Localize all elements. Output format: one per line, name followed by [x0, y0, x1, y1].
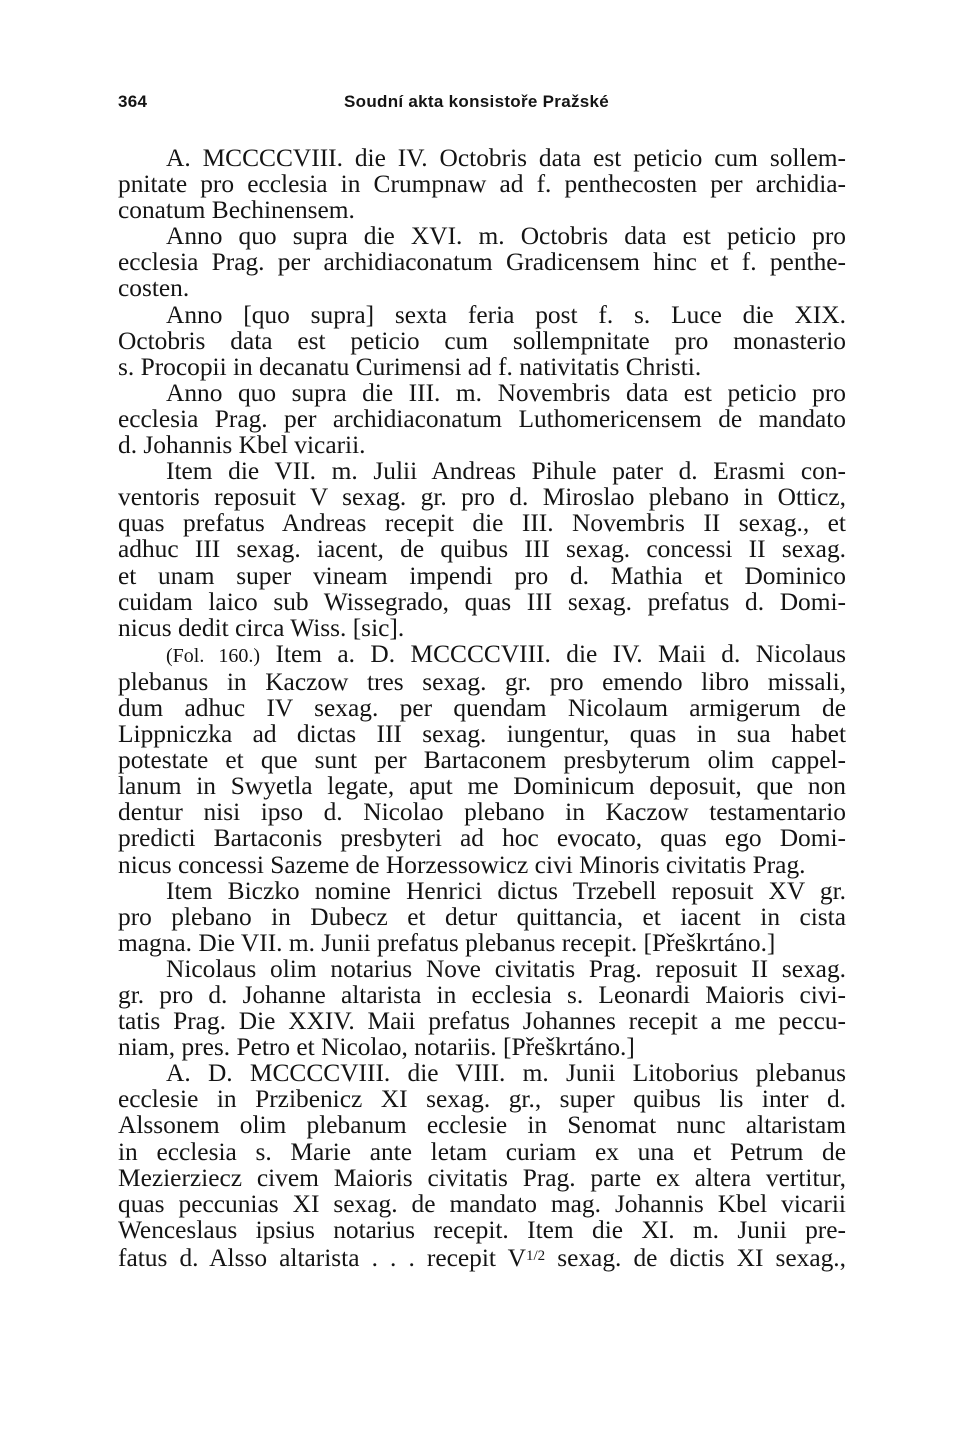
text-line: ecclesie in Przibenicz XI sexag. gr., super quibus lis inter d. — [118, 1085, 846, 1114]
line-text: sexag. de dictis XI sexag., — [545, 1243, 846, 1272]
fraction-half: 1/2 — [525, 1247, 546, 1264]
paragraph-6 — [118, 641, 846, 878]
text-line: Lippniczka ad dictas III sexag. iungentur, quas in sua habet — [118, 720, 846, 749]
document-page — [118, 88, 846, 1271]
running-header — [118, 88, 846, 118]
text-line: pnitate pro ecclesia in Crumpnaw ad f. penthecosten per archidia- — [118, 170, 846, 199]
paragraph-9 — [118, 1060, 846, 1271]
text-line: nicus concessi Sazeme de Horzessowicz civi Minoris civitatis Prag. — [118, 850, 806, 879]
text-line: pro plebano in Dubecz et detur quittancia, et iacent in cista — [118, 902, 846, 931]
text-line: tatis Prag. Die XXIV. Maii prefatus Johannes recepit a me peccu- — [118, 1007, 846, 1036]
text-line — [118, 1243, 846, 1271]
paragraph-4 — [118, 380, 846, 458]
text-line: Anno [quo supra] sexta feria post f. s. Luce die XIX. — [166, 300, 846, 329]
text-line: A. MCCCCVIII. die IV. Octobris data est peticio cum sollem- — [166, 144, 846, 172]
text-line: dentur nisi ipso d. Nicolao plebano in Kaczow testamentario — [118, 798, 846, 827]
text-line: predicti Bartaconis presbyteri ad hoc evocato, quas ego Domi- — [118, 824, 846, 853]
text-line: in ecclesia s. Marie ante letam curiam ex una et Petrum de — [118, 1137, 846, 1166]
text-line: s. Procopii in decanatu Curimensi ad f. nativitatis Christi. — [118, 352, 702, 381]
text-line: plebanus in Kaczow tres sexag. gr. pro emendo libro missali, — [118, 667, 846, 696]
text-line: potestate et que sunt per Bartaconem presbyterum olim cappel- — [118, 746, 846, 775]
text-line: Anno quo supra die III. m. Novembris data est peticio pro — [166, 378, 846, 407]
running-title: Soudní akta konsistoře Pražské — [344, 92, 610, 111]
text-line: lanum in Swyetla legate, aput me Dominicum deposuit, que non — [118, 772, 846, 801]
page-number: 364 — [118, 92, 148, 111]
paragraph-3 — [118, 302, 846, 380]
paragraph-7 — [118, 878, 846, 956]
text-line: quas peccunias XI sexag. de mandato mag. Johannis Kbel vicarii — [118, 1189, 846, 1218]
text-line: A. D. MCCCCVIII. die VIII. m. Junii Litoborius plebanus — [166, 1059, 846, 1088]
text-line: conatum Bechinensem. — [118, 196, 355, 225]
text-line: ecclesia Prag. per archidiaconatum Luthomericensem de mandato — [118, 404, 846, 433]
text-line: Item Biczko nomine Henrici dictus Trzebell reposuit XV gr. — [166, 876, 846, 905]
paragraph-8 — [118, 956, 846, 1060]
text-line: quas prefatus Andreas recepit die III. Novembris II sexag., et — [118, 509, 846, 538]
paragraph-1 — [118, 145, 846, 223]
text-line — [118, 641, 846, 669]
text-line: dum adhuc IV sexag. per quendam Nicolaum armigerum de — [118, 693, 846, 722]
text-line: Alssonem olim plebanum ecclesie in Senomat nunc altaristam — [118, 1111, 846, 1140]
body-text — [118, 145, 846, 1271]
text-line: ventoris reposuit V sexag. gr. pro d. Miroslao plebano in Otticz, — [118, 483, 846, 512]
text-line: adhuc III sexag. iacent, de quibus III sexag. concessi II sexag. — [118, 535, 846, 564]
text-line: Octobris data est peticio cum sollempnitate pro monasterio — [118, 326, 846, 355]
text-line: magna. Die VII. m. Junii prefatus plebanus recepit. [Přeškrtáno.] — [118, 928, 776, 957]
text-line: Nicolaus olim notarius Nove civitatis Prag. reposuit II sexag. — [166, 954, 846, 983]
line-text: Item a. D. MCCCCVIII. die IV. Maii d. Nicolaus — [260, 639, 847, 668]
line-text: fatus d. Alsso altarista . . . recepit V — [118, 1243, 526, 1272]
text-line: Anno quo supra die XVI. m. Octobris data est peticio pro — [166, 222, 846, 251]
text-line: d. Johannis Kbel vicarii. — [118, 431, 366, 460]
text-line: nicus dedit circa Wiss. [sic]. — [118, 613, 405, 642]
text-line: gr. pro d. Johanne altarista in ecclesia s. Leonardi Maioris civi- — [118, 981, 846, 1009]
text-line: niam, pres. Petro et Nicolao, notariis. [Přeškrtáno.] — [118, 1033, 635, 1062]
text-line: Wenceslaus ipsius notarius recepit. Item die XI. m. Junii pre- — [118, 1215, 846, 1244]
text-line: Mezierziecz civem Maioris civitatis Prag. parte ex altera vertitur, — [118, 1163, 846, 1192]
text-line: costen. — [118, 274, 190, 303]
text-line: cuidam laico sub Wissegrado, quas III sexag. prefatus d. Domi- — [118, 587, 846, 616]
text-line: Item die VII. m. Julii Andreas Pihule pater d. Erasmi con- — [166, 457, 846, 486]
folio-reference: (Fol. 160.) — [166, 644, 261, 667]
paragraph-2 — [118, 223, 846, 301]
text-line: et unam super vineam impendi pro d. Mathia et Dominico — [118, 561, 846, 590]
text-line: ecclesia Prag. per archidiaconatum Gradicensem hinc et f. penthe- — [118, 248, 846, 277]
paragraph-5 — [118, 458, 846, 641]
